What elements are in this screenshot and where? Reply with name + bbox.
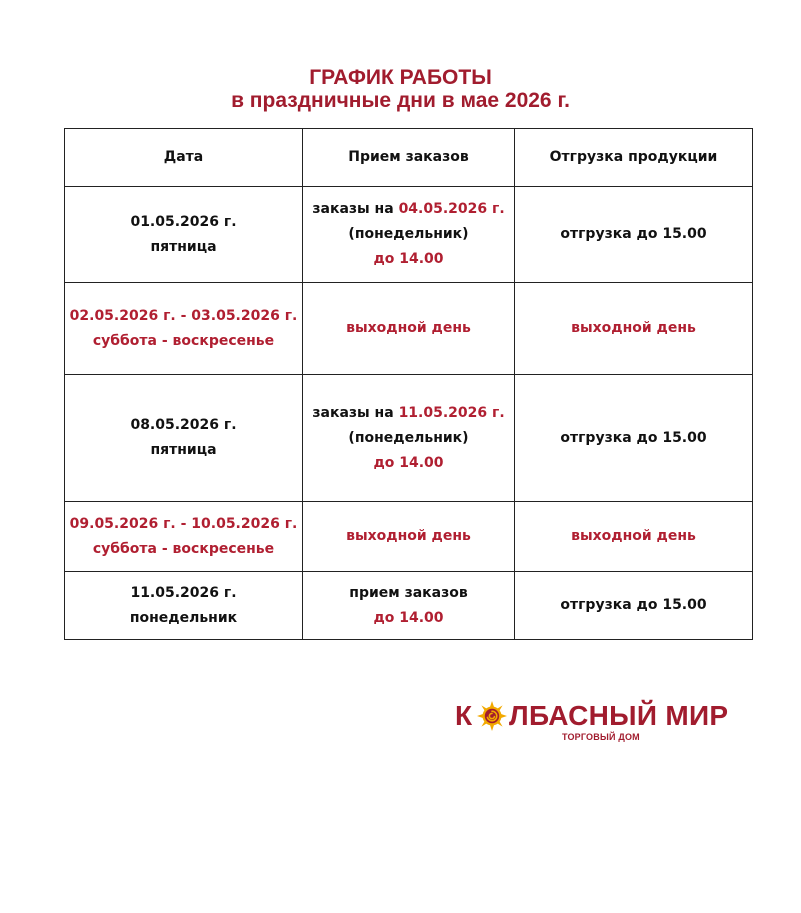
- date-line: 11.05.2026 г.: [130, 584, 237, 601]
- orders-time: до 14.00: [373, 251, 444, 267]
- logo-subtitle: ТОРГОВЫЙ ДОМ: [562, 732, 640, 742]
- date-cell: [65, 375, 303, 502]
- orders-line: [307, 197, 510, 222]
- orders-cell: [303, 572, 515, 640]
- title-line-1: ГРАФИК РАБОТЫ: [309, 66, 492, 89]
- table-header-row: [65, 129, 753, 187]
- date-cell: [65, 187, 303, 283]
- date-line: 08.05.2026 г.: [130, 417, 237, 433]
- orders-cell: [303, 187, 515, 283]
- orders-cell: выходной день: [303, 283, 515, 375]
- sun-spiral-icon: [477, 701, 507, 731]
- date-cell: [65, 283, 303, 375]
- table-row: [65, 502, 753, 572]
- orders-line: [307, 401, 510, 426]
- table-row: [65, 572, 753, 640]
- schedule-table: [64, 128, 753, 640]
- table-row: [65, 283, 753, 375]
- weekday-line: суббота - воскресенье: [92, 332, 275, 349]
- table-row: [65, 375, 753, 502]
- weekday-line: пятница: [150, 238, 217, 255]
- logo-wordmark: ЛБАСНЫЙ МИР: [509, 700, 729, 731]
- orders-cell: [303, 375, 515, 502]
- logo-letter-k: К: [455, 700, 473, 731]
- orders-time: до 14.00: [373, 609, 444, 626]
- orders-date: 04.05.2026 г.: [398, 201, 505, 217]
- shipment-cell: отгрузка до 15.00: [515, 187, 753, 283]
- orders-cell: выходной день: [303, 502, 515, 572]
- title-line-2: в праздничные дни в мае 2026 г.: [231, 89, 570, 112]
- orders-day: (понедельник): [348, 226, 469, 242]
- date-cell: [65, 572, 303, 640]
- header-shipment: Отгрузка продукции: [515, 129, 753, 187]
- date-line: 01.05.2026 г.: [130, 213, 237, 230]
- date-line: 02.05.2026 г. - 03.05.2026 г.: [69, 307, 298, 324]
- header-orders: Прием заказов: [303, 129, 515, 187]
- orders-date: 11.05.2026 г.: [398, 404, 505, 421]
- shipment-cell: выходной день: [515, 502, 753, 572]
- company-logo: [455, 700, 755, 748]
- orders-prefix: заказы на: [312, 404, 399, 421]
- orders-day: (понедельник): [348, 429, 469, 446]
- shipment-cell: отгрузка до 15.00: [515, 572, 753, 640]
- shipment-cell: отгрузка до 15.00: [515, 375, 753, 502]
- date-cell: [65, 502, 303, 572]
- header-date: Дата: [65, 129, 303, 187]
- weekday-line: понедельник: [129, 609, 238, 626]
- page-title: [0, 66, 801, 112]
- date-line: 09.05.2026 г. - 10.05.2026 г.: [69, 515, 298, 532]
- orders-time: до 14.00: [373, 454, 444, 471]
- weekday-line: суббота - воскресенье: [92, 540, 275, 557]
- shipment-cell: выходной день: [515, 283, 753, 375]
- weekday-line: пятница: [150, 442, 217, 458]
- table-row: [65, 187, 753, 283]
- orders-prefix: заказы на: [312, 201, 399, 217]
- orders-line: прием заказов: [349, 584, 468, 601]
